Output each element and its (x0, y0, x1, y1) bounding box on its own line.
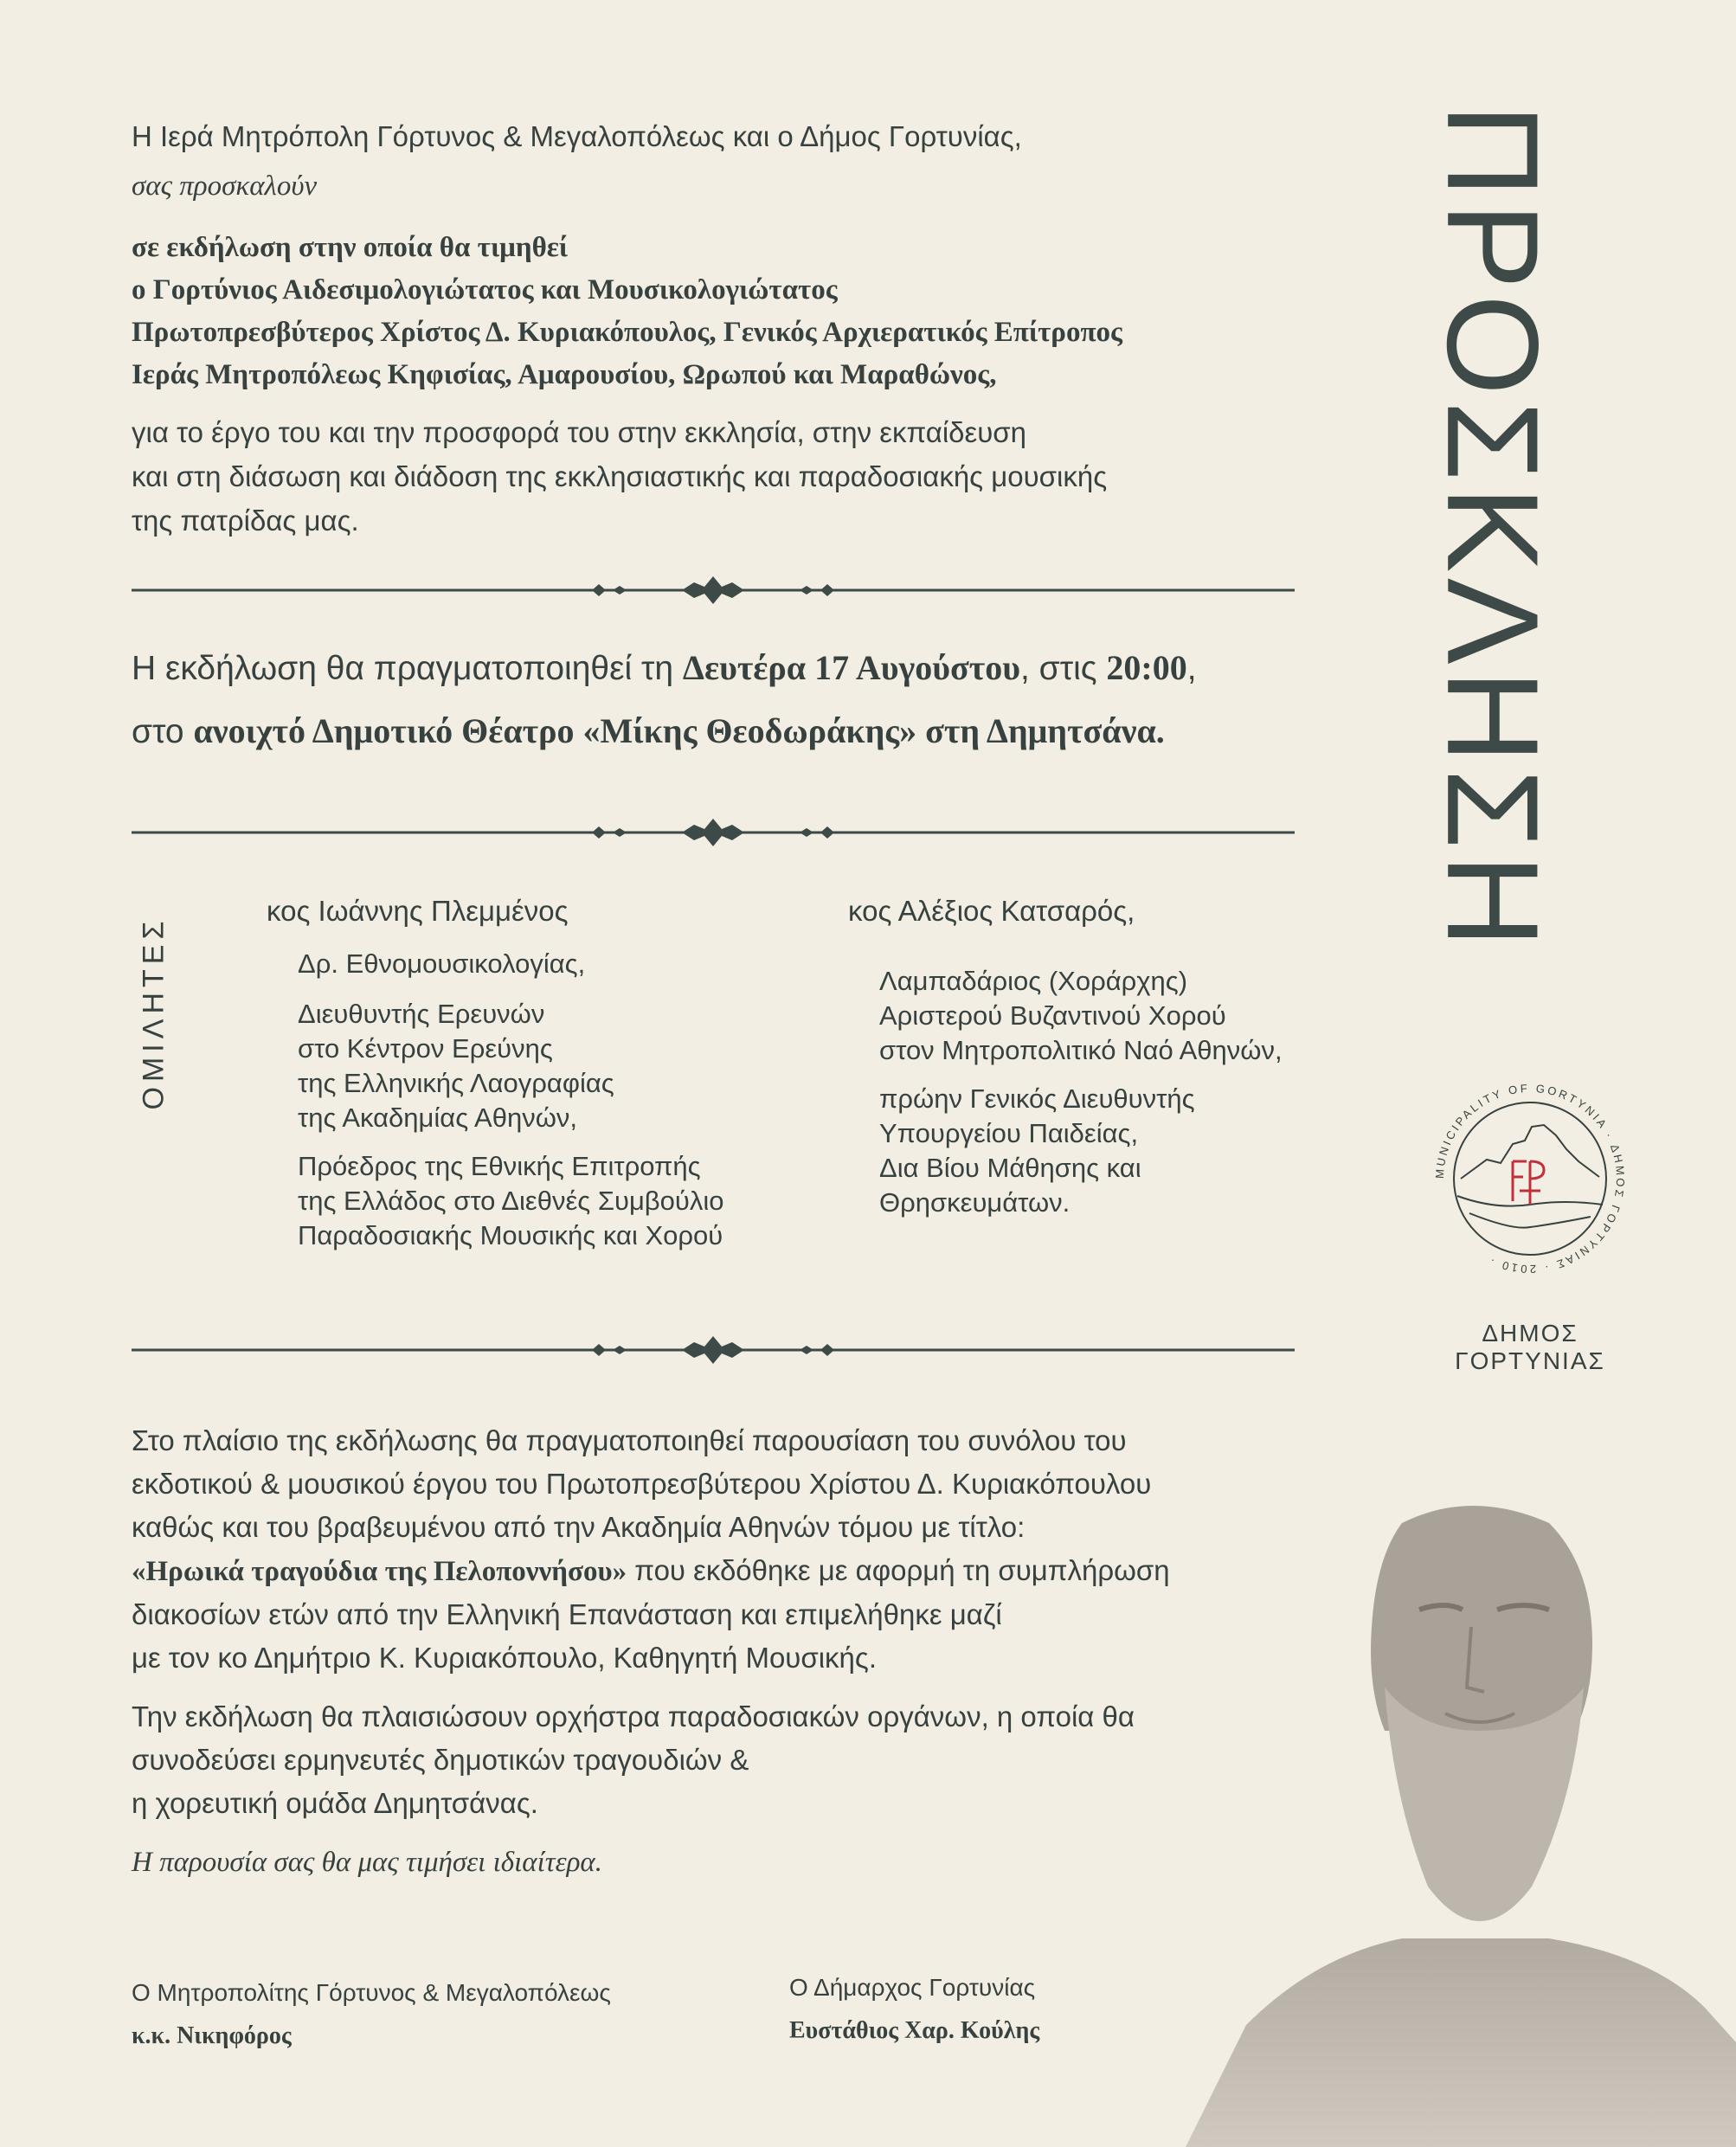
speaker-left-role: Διευθυντής Ερευνών (298, 999, 545, 1029)
ornament-divider (132, 1333, 1295, 1367)
signature-left-title: Ο Μητροπολίτης Γόρτυνος & Μεγαλοπόλεως (132, 1979, 611, 2006)
reason-line: για το έργο του και την προσφορά του στην εκκλησία, στην εκπαίδευση (132, 416, 1027, 448)
closing-after-title: που εκδόθηκε με αφορμή τη συμπλήρωση (627, 1554, 1170, 1586)
honoree-line: ο Γορτύνιος Αιδεσιμολογιώτατος και Μουσικολογιώτατος (132, 274, 838, 305)
honoree-line: Ιεράς Μητροπόλεως Κηφισίας, Αμαρουσίου, Ωρωπού και Μαραθώνος, (132, 359, 997, 390)
speaker-left-role: της Ακαδημίας Αθηνών, (298, 1102, 578, 1133)
event-prefix: Η εκδήλωση θα πραγματοποιηθεί τη (132, 650, 683, 687)
intro-hosts: Η Ιερά Μητρόπολη Γόρτυνος & Μεγαλοπόλεως και ο Δήμος Γορτυνίας, (132, 120, 1022, 152)
municipality-label-line: ΓΟΡΤΥΝΙΑΣ (1455, 1347, 1605, 1374)
seal-ring-text: MUNICIPALITY OF GORTYNIA · ΔΗΜΟΣ ΓΟΡΤΥΝΙΑΣ · 2010 · (1432, 1081, 1628, 1276)
speaker-left-role: στο Κέντρον Ερεύνης (298, 1033, 553, 1064)
ornament-divider (132, 815, 1295, 850)
speakers-heading (128, 913, 180, 1112)
speaker-right-role: Θρησκευμάτων. (879, 1187, 1071, 1218)
event-mid: , στις (1019, 650, 1107, 687)
closing-line: συνοδεύσει ερμηνευτές δημοτικών τραγουδιών & (132, 1744, 749, 1776)
honoree-portrait-image (1186, 1471, 1736, 2147)
speaker-right-role: πρώην Γενικός Διευθυντής (879, 1083, 1195, 1114)
event-line-1 (132, 637, 1197, 700)
event-date: Δευτέρα 17 Αυγούστου (682, 648, 1020, 687)
ornament-divider (132, 573, 1295, 607)
event-block (132, 637, 1197, 763)
closing-line: Στο πλαίσιο της εκδήλωσης θα πραγματοποιηθεί παρουσίαση του συνόλου του (132, 1424, 1127, 1456)
event-end: , (1186, 650, 1197, 687)
speaker-right-role: Δια Βίου Μάθησης και (879, 1153, 1141, 1183)
speaker-left-role: Παραδοσιακής Μουσικής και Χορού (298, 1220, 723, 1250)
invitation-title-text: ΠΡΟΣΚΛΗΣΗ (1420, 103, 1566, 953)
closing-line: Την εκδήλωση θα πλαισιώσουν ορχήστρα παραδοσιακών οργάνων, η οποία θα (132, 1700, 1135, 1732)
closing-line: η χορευτική ομάδα Δημητσάνας. (132, 1787, 538, 1819)
invitation-title (1420, 103, 1566, 953)
reason-block (132, 410, 1107, 543)
speaker-right-name: κος Αλέξιος Κατσαρός, (848, 895, 1135, 927)
municipality-label-line: ΔΗΜΟΣ (1482, 1320, 1578, 1347)
book-title: «Ηρωικά τραγούδια της Πελοποννήσου» (132, 1556, 627, 1587)
event-venue-prefix: στο (132, 713, 194, 750)
reason-line: και στη διάσωση και διάδοση της εκκλησιαστικής και παραδοσιακής μουσικής (132, 460, 1108, 492)
event-venue: ανοιχτό Δημοτικό Θέατρο «Μίκης Θεοδωράκης» στη Δημητσάνα. (193, 711, 1165, 750)
honoree-line: σε εκδήλωση στην οποία θα τιμηθεί (132, 232, 569, 263)
intro-invite: σας προσκαλούν (132, 170, 318, 202)
speaker-left (267, 891, 723, 1253)
speaker-left-role: της Ελλάδος στο Διεθνές Συμβούλιο (298, 1186, 724, 1216)
signature-left (132, 1971, 611, 2058)
closing-regards: Η παρουσία σας θα μας τιμήσει ιδιαίτερα. (132, 1847, 602, 1878)
closing-line: διακοσίων ετών από την Ελληνική Επανάσταση και επιμελήθηκε μαζί (132, 1598, 1002, 1630)
signature-right-name: Ευστάθιος Χαρ. Κούλης (789, 2017, 1040, 2044)
honoree-block (132, 227, 1122, 396)
closing-block (132, 1419, 1170, 1884)
speaker-left-role: Πρόεδρος της Εθνικής Επιτροπής (298, 1151, 701, 1181)
speaker-right (848, 891, 1283, 1220)
speaker-right-role: Υπουργείου Παιδείας, (879, 1118, 1139, 1148)
signature-right (789, 1966, 1039, 2053)
reason-line: της πατρίδας μας. (132, 505, 359, 537)
honoree-line: Πρωτοπρεσβύτερος Χρίστος Δ. Κυριακόπουλος, Γενικός Αρχιερατικός Επίτροπος (132, 317, 1122, 348)
event-time: 20:00 (1106, 648, 1187, 687)
event-line-2 (132, 700, 1197, 763)
closing-line: με τον κο Δημήτριο Κ. Κυριακόπουλο, Καθηγητή Μουσικής. (132, 1642, 877, 1674)
closing-line (132, 1549, 1170, 1593)
speaker-right-role: στον Μητροπολιτικό Ναό Αθηνών, (879, 1035, 1283, 1065)
closing-line: εκδοτικού & μουσικού έργου του Πρωτοπρεσβύτερου Χρίστου Δ. Κυριακόπουλου (132, 1468, 1152, 1500)
municipality-label (1435, 1320, 1625, 1375)
speaker-left-name: κος Ιωάννης Πλεμμένος (267, 895, 569, 927)
speaker-right-role: Αριστερού Βυζαντινού Χορού (879, 1000, 1226, 1031)
signature-left-name: κ.κ. Νικηφόρος (132, 2022, 292, 2049)
closing-line: καθώς και του βραβευμένου από την Ακαδημία Αθηνών τόμου με τίτλο: (132, 1511, 1026, 1543)
speaker-left-role: Δρ. Εθνομουσικολογίας, (298, 948, 586, 979)
speaker-right-role: Λαμπαδάριος (Χοράρχης) (879, 966, 1188, 996)
speakers-heading-text: ΟΜΙΛΗΤΕΣ (137, 916, 170, 1109)
speaker-left-role: της Ελληνικής Λαογραφίας (298, 1068, 614, 1098)
municipality-seal-logo (1426, 1075, 1634, 1282)
signature-right-title: Ο Δήμαρχος Γορτυνίας (789, 1974, 1036, 2001)
